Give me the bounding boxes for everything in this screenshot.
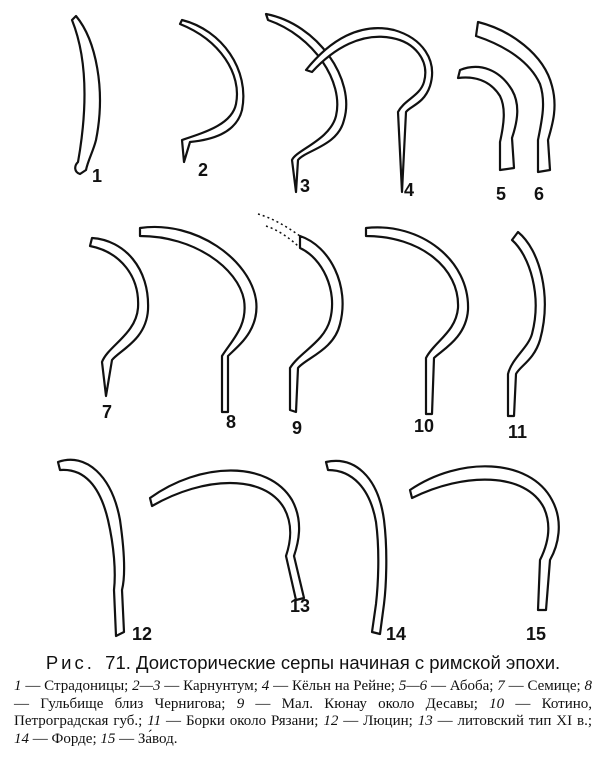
legend-entry — [100, 731, 177, 747]
sickle-5 — [458, 67, 517, 170]
legend-entry-number: 15 — [100, 730, 116, 747]
legend-entry-text: — Люцин; — [338, 713, 418, 729]
figure-caption — [14, 652, 592, 748]
legend-entry-text: — Форде; — [29, 730, 101, 747]
legend-entry-number: 11 — [147, 713, 162, 729]
figure-label-11: 11 — [508, 422, 528, 442]
legend-entry-number: 8 — [584, 678, 592, 694]
legend-entry-number: 4 — [261, 678, 270, 694]
figure-label-5: 5 — [496, 184, 507, 204]
figure-label-9: 9 — [292, 418, 303, 438]
figure-label-10: 10 — [414, 416, 435, 436]
sickle-12 — [58, 460, 124, 636]
legend-entry-text: — За́вод. — [115, 730, 178, 747]
legend-entry-text: — Абоба; — [427, 678, 498, 694]
legend-entry — [323, 713, 417, 729]
legend-entry-number: 10 — [489, 695, 505, 712]
figure-label-15: 15 — [526, 624, 547, 644]
sickle-9-dotted-tip-2 — [266, 226, 300, 248]
legend-entry-number: 12 — [323, 713, 339, 729]
legend-entry — [132, 678, 262, 694]
caption-title — [14, 652, 592, 674]
legend-entry-text: — Гульбище близ Чернигова; — [14, 695, 237, 712]
caption-prefix: Рис. — [45, 652, 95, 673]
caption-legend — [14, 678, 592, 748]
sickle-1 — [72, 16, 100, 174]
figure-label-2: 2 — [198, 160, 209, 180]
sickle-8 — [140, 227, 256, 412]
figure-label-4: 4 — [404, 180, 415, 200]
legend-entry-number: 9 — [236, 695, 245, 712]
figure-label-6: 6 — [534, 184, 545, 204]
caption-title-text: 71. Доисторические серпы начиная с римской эпохи. — [105, 652, 561, 673]
sickle-9-dotted-tip — [258, 214, 300, 236]
sickle-14 — [326, 461, 386, 634]
legend-entry-number: 14 — [14, 730, 29, 747]
sickle-15 — [410, 466, 559, 610]
legend-entry-number: 7 — [497, 678, 505, 694]
legend-entry — [399, 678, 497, 694]
legend-entry — [14, 731, 100, 747]
sickle-3 — [266, 14, 346, 192]
sickle-9 — [290, 236, 343, 412]
figure-label-14: 14 — [386, 624, 407, 644]
sickle-10 — [366, 227, 468, 414]
legend-entry — [147, 713, 323, 729]
figure-label-8: 8 — [226, 412, 237, 432]
legend-entry-text: — Кёльн на Рейне; — [269, 678, 399, 694]
legend-entry — [14, 678, 132, 694]
figure-label-1: 1 — [92, 166, 103, 186]
legend-entry-text: — Карнунтум; — [160, 678, 262, 694]
legend-entry-text: — Семице; — [504, 678, 585, 694]
legend-entry-number: 1 — [14, 678, 22, 694]
figure-label-12: 12 — [132, 624, 153, 644]
legend-entry-number: 2—3 — [132, 678, 161, 694]
sickle-7 — [90, 238, 148, 396]
legend-entry — [262, 678, 399, 694]
legend-entry-text: — Котино, Петроградская губ.; — [14, 695, 592, 729]
sickle-4 — [306, 28, 432, 192]
figure-label-13: 13 — [290, 596, 311, 616]
legend-entry-text: — Борки около Рязани; — [161, 713, 324, 729]
sickle-13 — [150, 471, 304, 601]
sickle-11 — [508, 232, 545, 416]
legend-entry — [497, 678, 584, 694]
legend-entry-text: — литовский тип XI в.; — [432, 713, 592, 729]
legend-entry — [237, 696, 489, 712]
figure-label-3: 3 — [300, 176, 311, 196]
sickle-2 — [180, 20, 243, 162]
legend-entry-number: 13 — [417, 713, 433, 729]
figure-label-7: 7 — [102, 402, 113, 422]
legend-entry-text: — Страдоницы; — [21, 678, 133, 694]
legend-entry-number: 5—6 — [398, 678, 428, 694]
legend-entry — [418, 713, 592, 729]
legend-entry-text: — Мал. Кюнау около Десавы; — [244, 695, 490, 712]
